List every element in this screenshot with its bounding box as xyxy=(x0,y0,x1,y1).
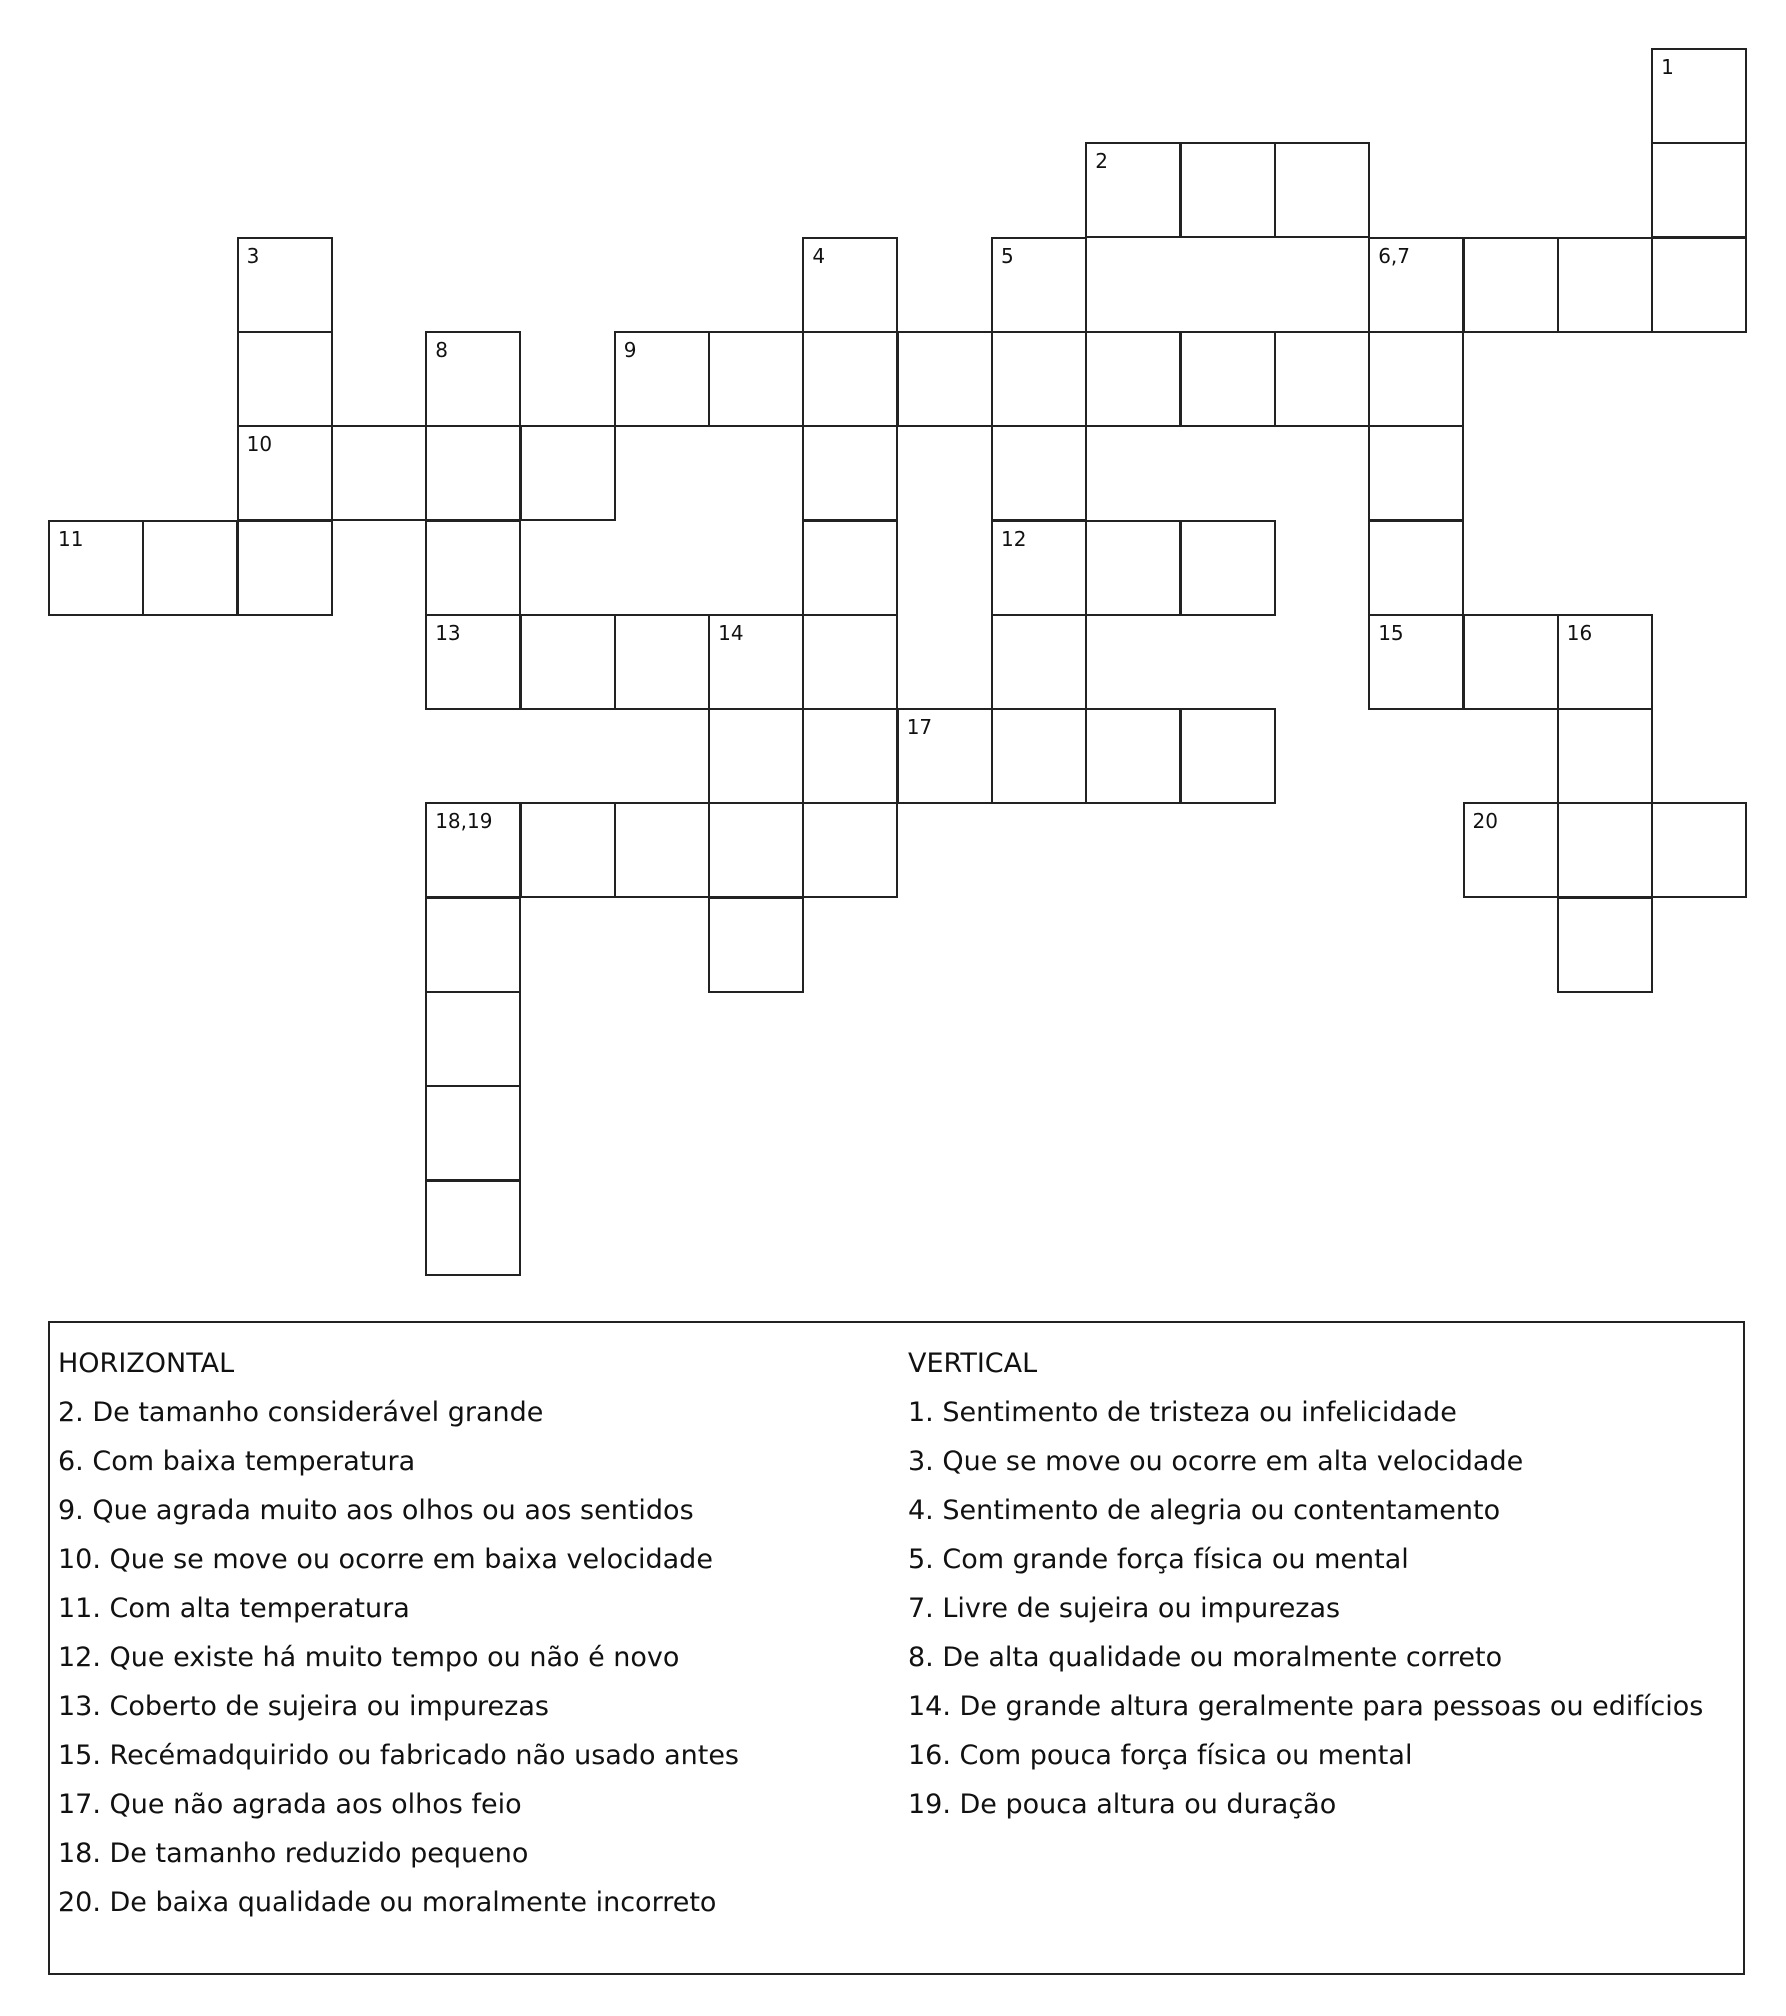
grid-cell[interactable] xyxy=(991,237,1087,333)
grid-cell[interactable] xyxy=(237,425,333,521)
grid-cell[interactable] xyxy=(991,425,1087,521)
grid-cell[interactable] xyxy=(1463,802,1559,898)
grid-cell[interactable] xyxy=(802,708,898,804)
horizontal-clue: 17. Que não agrada aos olhos feio xyxy=(58,1789,522,1820)
cell-number: 5 xyxy=(1001,243,1014,268)
cell-number: 15 xyxy=(1378,620,1404,645)
grid-cell[interactable] xyxy=(425,1085,521,1181)
grid-cell[interactable] xyxy=(614,331,710,427)
grid-cell[interactable] xyxy=(708,802,804,898)
grid-cell[interactable] xyxy=(802,425,898,521)
grid-cell[interactable] xyxy=(425,520,521,616)
grid-cell[interactable] xyxy=(802,237,898,333)
cell-number: 6,7 xyxy=(1378,243,1410,268)
horizontal-clue: 10. Que se move ou ocorre em baixa velocidade xyxy=(58,1544,713,1575)
grid-cell[interactable] xyxy=(1557,897,1653,993)
grid-cell[interactable] xyxy=(1085,520,1181,616)
grid-cell[interactable] xyxy=(237,237,333,333)
grid-cell[interactable] xyxy=(1651,142,1747,238)
grid-cell[interactable] xyxy=(425,802,521,898)
horizontal-clue: 12. Que existe há muito tempo ou não é novo xyxy=(58,1642,680,1673)
vertical-clue: 4. Sentimento de alegria ou contentamento xyxy=(908,1495,1501,1526)
grid-cell[interactable] xyxy=(1180,331,1276,427)
grid-cell[interactable] xyxy=(1085,142,1181,238)
vertical-clue-list xyxy=(908,1388,1738,1829)
cell-number: 13 xyxy=(435,620,461,645)
vertical-title: VERTICAL xyxy=(908,1348,1038,1379)
horizontal-clue: 6. Com baixa temperatura xyxy=(58,1446,416,1477)
grid-cell[interactable] xyxy=(708,614,804,710)
grid-cell[interactable] xyxy=(1180,520,1276,616)
cell-number: 11 xyxy=(58,526,84,551)
grid-cell[interactable] xyxy=(991,614,1087,710)
cell-number: 18,19 xyxy=(435,809,493,834)
clues-box xyxy=(48,1321,1745,1975)
cell-number: 3 xyxy=(246,243,260,268)
grid-cell[interactable] xyxy=(1085,331,1181,427)
horizontal-clue-list xyxy=(58,1388,888,1927)
grid-cell[interactable] xyxy=(708,708,804,804)
horizontal-clue: 9. Que agrada muito aos olhos ou aos sentidos xyxy=(58,1495,694,1526)
grid-cell[interactable] xyxy=(802,331,898,427)
grid-cell[interactable] xyxy=(1557,237,1653,333)
grid-cell[interactable] xyxy=(142,520,238,616)
grid-cell[interactable] xyxy=(802,520,898,616)
grid-cell[interactable] xyxy=(614,614,710,710)
grid-cell[interactable] xyxy=(1557,614,1653,710)
vertical-clue: 14. De grande altura geralmente para pessoas ou edifícios xyxy=(908,1691,1704,1722)
cell-number: 14 xyxy=(718,620,744,645)
vertical-clue: 3. Que se move ou ocorre em alta velocidade xyxy=(908,1446,1524,1477)
grid-cell[interactable] xyxy=(1557,802,1653,898)
grid-cell[interactable] xyxy=(1180,142,1276,238)
horizontal-clue: 2. De tamanho considerável grande xyxy=(58,1397,544,1428)
vertical-clue: 16. Com pouca força física ou mental xyxy=(908,1740,1413,1771)
grid-cell[interactable] xyxy=(520,614,616,710)
grid-cell[interactable] xyxy=(1368,425,1464,521)
grid-cell[interactable] xyxy=(708,897,804,993)
cell-number: 16 xyxy=(1566,620,1593,645)
grid-cell[interactable] xyxy=(1651,802,1747,898)
vertical-clue: 1. Sentimento de tristeza ou infelicidade xyxy=(908,1397,1457,1428)
horizontal-clues xyxy=(58,1339,888,1927)
grid-cell[interactable] xyxy=(1274,331,1370,427)
cell-number: 9 xyxy=(623,337,637,362)
grid-cell[interactable] xyxy=(331,425,427,521)
grid-cell[interactable] xyxy=(1463,237,1559,333)
horizontal-clue: 11. Com alta temperatura xyxy=(58,1593,410,1624)
cell-number: 1 xyxy=(1661,55,1674,79)
cell-number: 10 xyxy=(246,432,273,457)
vertical-clue: 7. Livre de sujeira ou impurezas xyxy=(908,1593,1341,1624)
grid-cell[interactable] xyxy=(237,520,333,616)
grid-cell[interactable] xyxy=(708,331,804,427)
grid-cell[interactable] xyxy=(802,614,898,710)
grid-cell[interactable] xyxy=(1368,520,1464,616)
grid-cell[interactable] xyxy=(802,802,898,898)
cell-number: 17 xyxy=(906,715,933,740)
grid-cell[interactable] xyxy=(1368,614,1464,710)
horizontal-clue: 20. De baixa qualidade ou moralmente incorreto xyxy=(58,1887,717,1918)
cell-number: 2 xyxy=(1095,149,1109,174)
grid-cell[interactable] xyxy=(425,991,521,1087)
vertical-clue: 5. Com grande força física ou mental xyxy=(908,1544,1409,1575)
grid-cell[interactable] xyxy=(425,1180,521,1276)
horizontal-title: HORIZONTAL xyxy=(58,1348,235,1379)
grid-cell[interactable] xyxy=(1274,142,1370,238)
horizontal-clue: 13. Coberto de sujeira ou impurezas xyxy=(58,1691,549,1722)
grid-cell[interactable] xyxy=(991,708,1087,804)
horizontal-clue: 18. De tamanho reduzido pequeno xyxy=(58,1838,529,1869)
vertical-clue: 8. De alta qualidade ou moralmente correto xyxy=(908,1642,1503,1673)
grid-cell[interactable] xyxy=(1085,708,1181,804)
vertical-clue: 19. De pouca altura ou duração xyxy=(908,1789,1337,1820)
grid-cell[interactable] xyxy=(425,614,521,710)
grid-cell[interactable] xyxy=(897,331,993,427)
cell-number: 8 xyxy=(435,337,448,362)
grid-cell[interactable] xyxy=(425,425,521,521)
grid-cell[interactable] xyxy=(237,331,333,427)
grid-cell[interactable] xyxy=(897,708,993,804)
vertical-clues xyxy=(908,1339,1738,1829)
grid-cell[interactable] xyxy=(520,425,616,521)
horizontal-clue: 15. Recémadquirido ou fabricado não usado antes xyxy=(58,1740,739,1771)
grid-cell[interactable] xyxy=(1368,331,1464,427)
grid-cell[interactable] xyxy=(1651,237,1747,333)
grid-cell[interactable] xyxy=(1180,708,1276,804)
grid-cell[interactable] xyxy=(425,897,521,993)
cell-number: 12 xyxy=(1001,526,1027,551)
grid-cell[interactable] xyxy=(991,331,1087,427)
cell-number: 20 xyxy=(1472,809,1498,834)
grid-cell[interactable] xyxy=(1368,237,1464,333)
grid-cell[interactable] xyxy=(1651,48,1747,144)
cell-number: 4 xyxy=(812,243,826,268)
grid-cell[interactable] xyxy=(425,331,521,427)
grid-cell[interactable] xyxy=(991,520,1087,616)
grid-cell[interactable] xyxy=(48,520,144,616)
grid-cell[interactable] xyxy=(1463,614,1559,710)
grid-cell[interactable] xyxy=(614,802,710,898)
grid-cell[interactable] xyxy=(1557,708,1653,804)
grid-cell[interactable] xyxy=(520,802,616,898)
